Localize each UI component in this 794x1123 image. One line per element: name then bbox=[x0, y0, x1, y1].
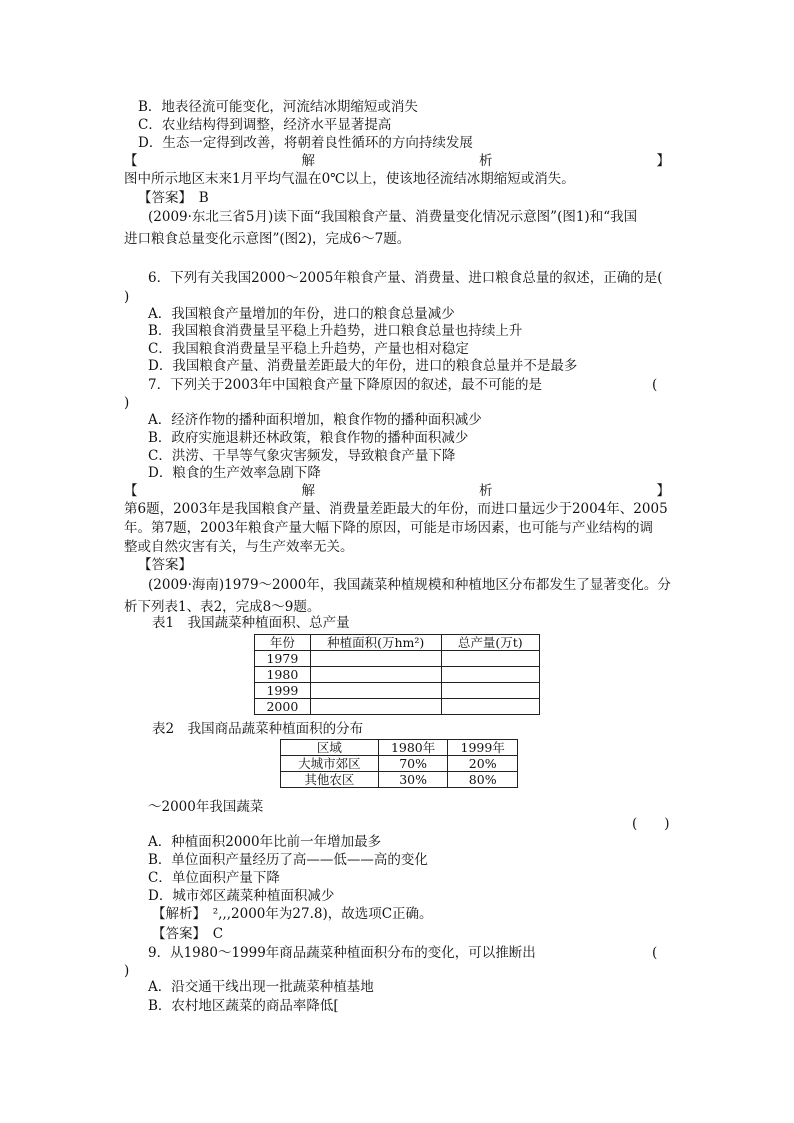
table-header-cell: 种植面积(万hm²) bbox=[310, 635, 441, 651]
q8-analysis: 【解析】 ²,,,2000年为27.8)，故选项C正确。 bbox=[152, 906, 433, 922]
q7-analysis-heading bbox=[124, 482, 670, 500]
bracket-close: 】 bbox=[656, 153, 670, 169]
q7-option-a: A．经济作物的播种面积增加，粮食作物的播种面积减少 bbox=[148, 412, 482, 428]
q8-option-b: B．单位面积产量经历了高——低——高的变化 bbox=[148, 852, 428, 868]
table-cell bbox=[441, 699, 539, 715]
table2-caption: 表2 我国商品蔬菜种植面积的分布 bbox=[152, 721, 364, 737]
q8-option-a: A．种植面积2000年比前一年增加最多 bbox=[148, 834, 382, 850]
table-header-cell: 1980年 bbox=[378, 740, 448, 756]
table-cell bbox=[441, 683, 539, 699]
table-cell: 80% bbox=[448, 772, 518, 788]
q6-stem: 6．下列有关我国2000～2005年粮食产量、消费量、进口粮食总量的叙述，正确的是( bbox=[148, 270, 663, 286]
table-cell bbox=[310, 651, 441, 667]
table-cell bbox=[310, 667, 441, 683]
q9-option-b: B．农村地区蔬菜的商品率降低[ bbox=[148, 998, 339, 1014]
table2-header-row bbox=[281, 740, 518, 756]
q8-option-d: D．城市郊区蔬菜种植面积减少 bbox=[148, 888, 335, 904]
table-cell: 大城市郊区 bbox=[281, 756, 379, 772]
q6-stem-close: ) bbox=[124, 289, 130, 305]
bracket-open: 【 bbox=[124, 153, 138, 169]
q7-answer: 【答案】 bbox=[138, 557, 192, 573]
table-header-cell: 年份 bbox=[255, 635, 311, 651]
bracket-open: 【 bbox=[124, 483, 138, 499]
table-header-cell: 1999年 bbox=[448, 740, 518, 756]
analysis-char-2: 析 bbox=[479, 153, 493, 169]
table-row bbox=[281, 772, 518, 788]
q7-analysis-line-2: 年。第7题，2003年粮食产量大幅下降的原因，可能是市场因素，也可能与产业结构的调 bbox=[124, 520, 653, 536]
table-cell: 1979 bbox=[255, 651, 311, 667]
q5-option-c: C．农业结构得到调整，经济水平显著提高 bbox=[138, 117, 392, 133]
table-cell: 1999 bbox=[255, 683, 311, 699]
q5-analysis-text: 图中所示地区末来1月平均气温在0℃以上，使该地径流结冰期缩短或消失。 bbox=[124, 171, 575, 187]
table-row bbox=[255, 667, 540, 683]
intro-6-7-line-2: 进口粮食总量变化示意图”(图2)，完成6～7题。 bbox=[124, 231, 411, 247]
table-cell: 20% bbox=[448, 756, 518, 772]
intro-8-9-line-1: (2009·海南)1979～2000年，我国蔬菜种植规模和种植地区分布都发生了显著变化。分 bbox=[148, 577, 671, 593]
table-cell bbox=[310, 683, 441, 699]
q5-analysis-heading bbox=[124, 152, 670, 170]
table-row bbox=[281, 756, 518, 772]
intro-8-9-line-2: 析下列表1、表2，完成8～9题。 bbox=[124, 599, 321, 615]
table2 bbox=[280, 739, 518, 788]
table-row bbox=[255, 699, 540, 715]
table-header-cell: 总产量(万t) bbox=[441, 635, 539, 651]
q7-analysis-line-1: 第6题，2003年是我国粮食产量、消费量差距最大的年份，而进口量远少于2004年、2005 bbox=[124, 501, 668, 517]
q8-stem: ～2000年我国蔬菜 bbox=[148, 799, 264, 815]
table-row bbox=[255, 651, 540, 667]
bracket-close: 】 bbox=[656, 483, 670, 499]
q5-option-d: D．生态一定得到改善，将朝着良性循环的方向持续发展 bbox=[138, 135, 473, 151]
q7-paren: ( bbox=[652, 377, 658, 393]
q7-stem: 7．下列关于2003年中国粮食产量下降原因的叙述，最不可能的是 bbox=[148, 377, 542, 393]
q6-option-c: C．我国粮食消费量呈平稳上升趋势，产量也相对稳定 bbox=[148, 341, 469, 357]
q7-stem-close: ) bbox=[124, 395, 130, 411]
q9-stem-close: ) bbox=[124, 963, 130, 979]
q5-option-b: B．地表径流可能变化，河流结冰期缩短或消失 bbox=[138, 99, 418, 115]
table1-caption: 表1 我国蔬菜种植面积、总产量 bbox=[152, 615, 350, 631]
q6-option-d: D．我国粮食产量、消费量差距最大的年份，进口的粮食总量并不是最多 bbox=[148, 358, 578, 374]
analysis-char-2: 析 bbox=[479, 483, 493, 499]
intro-6-7-line-1: (2009·东北三省5月)读下面“我国粮食产量、消费量变化情况示意图”(图1)和“我国 bbox=[148, 209, 638, 225]
q8-option-c: C．单位面积产量下降 bbox=[148, 870, 280, 886]
table-cell bbox=[441, 667, 539, 683]
q7-analysis-line-3: 整或自然灾害有关，与生产效率无关。 bbox=[124, 539, 354, 555]
table1-header-row bbox=[255, 635, 540, 651]
table1 bbox=[254, 634, 540, 715]
q8-answer: 【答案】 C bbox=[152, 926, 224, 942]
q9-paren: ( bbox=[652, 945, 658, 961]
table-cell: 30% bbox=[378, 772, 448, 788]
analysis-char-1: 解 bbox=[301, 153, 315, 169]
q6-option-b: B．我国粮食消费量呈平稳上升趋势，进口粮食总量也持续上升 bbox=[148, 323, 523, 339]
analysis-char-1: 解 bbox=[301, 483, 315, 499]
q6-option-a: A．我国粮食产量增加的年份，进口的粮食总量减少 bbox=[148, 306, 455, 322]
table-cell: 70% bbox=[378, 756, 448, 772]
q7-option-b: B．政府实施退耕还林政策，粮食作物的播种面积减少 bbox=[148, 430, 469, 446]
q9-stem: 9．从1980～1999年商品蔬菜种植面积分布的变化，可以推断出 bbox=[148, 945, 536, 961]
table-cell: 2000 bbox=[255, 699, 311, 715]
table-header-cell: 区域 bbox=[281, 740, 379, 756]
table-cell bbox=[441, 651, 539, 667]
table-row bbox=[255, 683, 540, 699]
table-cell bbox=[310, 699, 441, 715]
q7-option-c: C．洪涝、干旱等气象灾害频发，导致粮食产量下降 bbox=[148, 448, 456, 464]
table-cell: 其他农区 bbox=[281, 772, 379, 788]
q7-option-d: D．粮食的生产效率急剧下降 bbox=[148, 465, 321, 481]
q9-option-a: A．沿交通干线出现一批蔬菜种植基地 bbox=[148, 979, 374, 995]
q5-answer: 【答案】 B bbox=[138, 190, 209, 206]
table-cell: 1980 bbox=[255, 667, 311, 683]
q8-paren: ( ) bbox=[632, 816, 670, 832]
